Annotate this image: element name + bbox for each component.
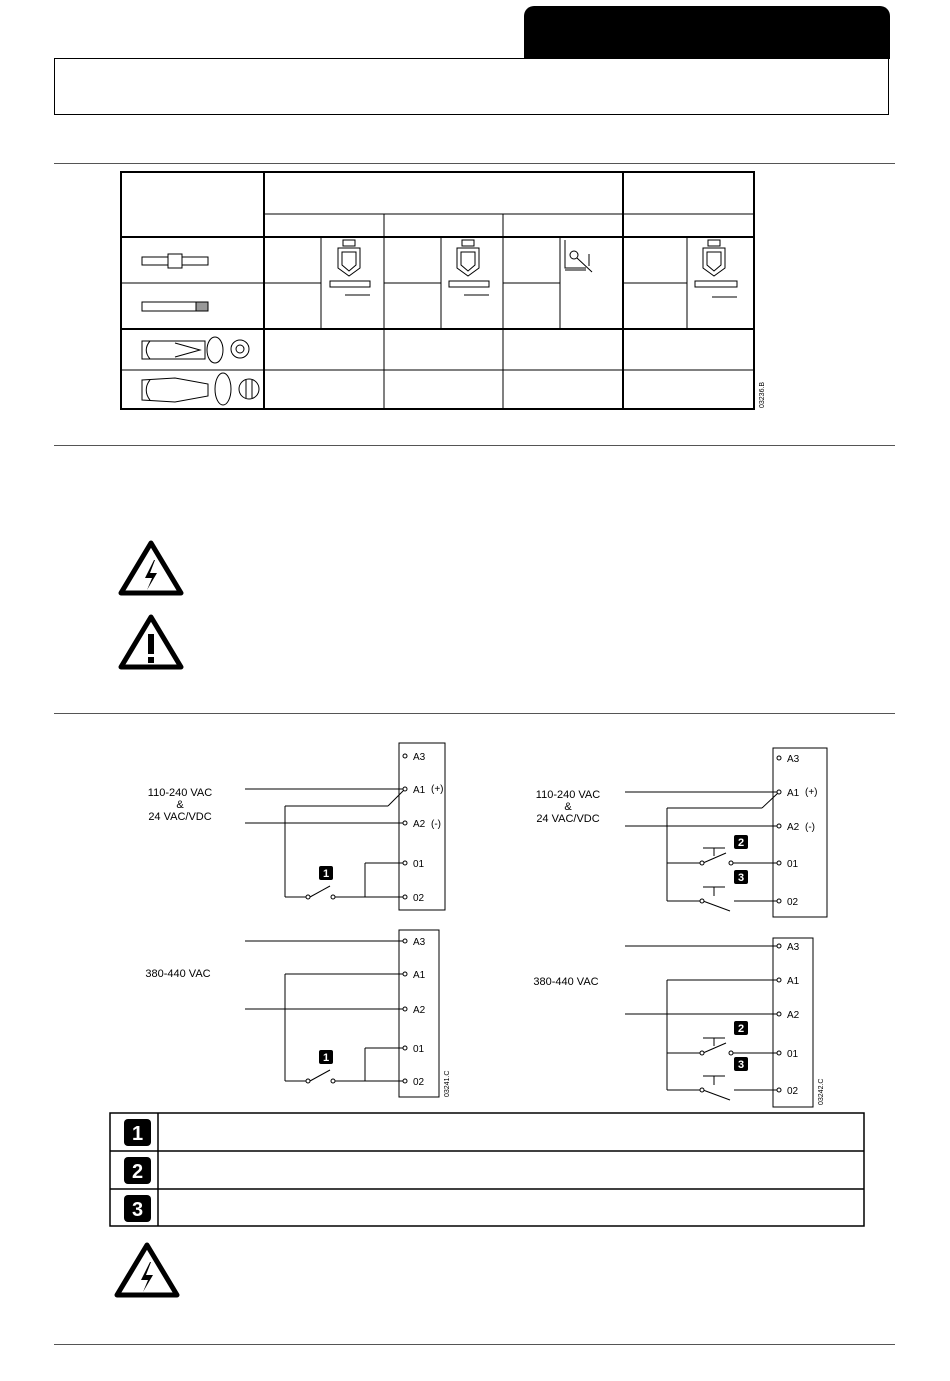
legend-badge-1-icon: [124, 1119, 151, 1146]
terminal-label: (-): [431, 819, 441, 830]
diagram-code: 03242.C: [818, 1078, 825, 1105]
svg-text:2: 2: [131, 1161, 144, 1183]
legend-badge-2-icon: [124, 1157, 151, 1184]
terminal-label: 02: [413, 1077, 425, 1088]
terminal-label: 01: [787, 1049, 799, 1060]
supply-label: 24 VAC/VDC: [536, 813, 600, 825]
terminal-label: A1: [413, 785, 426, 796]
svg-text:3: 3: [131, 1199, 144, 1221]
electric-warning-icon: [114, 1242, 180, 1298]
svg-text:1: 1: [322, 1052, 330, 1064]
terminal-label: A3: [413, 752, 426, 763]
svg-text:2: 2: [737, 1023, 745, 1035]
terminal-label: A2: [787, 822, 800, 833]
supply-label: 380-440 VAC: [145, 968, 211, 980]
legend-badge-3-icon: [124, 1195, 151, 1222]
terminal-label: 01: [787, 859, 799, 870]
terminal-label: (-): [805, 822, 815, 833]
terminal-label: A3: [787, 942, 800, 953]
supply-label: 24 VAC/VDC: [148, 811, 212, 823]
terminal-label: A2: [787, 1010, 800, 1021]
terminal-label: A1: [413, 970, 426, 981]
supply-label: 380-440 VAC: [533, 976, 599, 988]
terminal-label: 01: [413, 1044, 425, 1055]
terminal-label: A2: [413, 819, 426, 830]
supply-label: 110-240 VAC: [535, 789, 601, 801]
terminal-label: 02: [413, 893, 425, 904]
svg-text:2: 2: [737, 837, 745, 849]
svg-text:3: 3: [737, 1059, 745, 1071]
supply-label: 110-240 VAC: [147, 787, 213, 799]
terminal-label: 02: [787, 1086, 799, 1097]
svg-text:1: 1: [322, 868, 330, 880]
supply-label: &: [564, 801, 572, 813]
diagram-code: 03241.C: [444, 1070, 451, 1097]
terminal-label: 01: [413, 859, 425, 870]
svg-text:1: 1: [131, 1123, 144, 1145]
terminal-label: A1: [787, 788, 800, 799]
terminal-label: (+): [805, 787, 818, 798]
terminal-label: (+): [431, 784, 444, 795]
terminal-label: A3: [413, 937, 426, 948]
supply-label: &: [176, 799, 184, 811]
terminal-label: A3: [787, 754, 800, 765]
terminal-label: A1: [787, 976, 800, 987]
terminal-label: 02: [787, 897, 799, 908]
terminal-label: A2: [413, 1005, 426, 1016]
table-code: 03236.B: [759, 381, 766, 408]
svg-text:3: 3: [737, 872, 745, 884]
